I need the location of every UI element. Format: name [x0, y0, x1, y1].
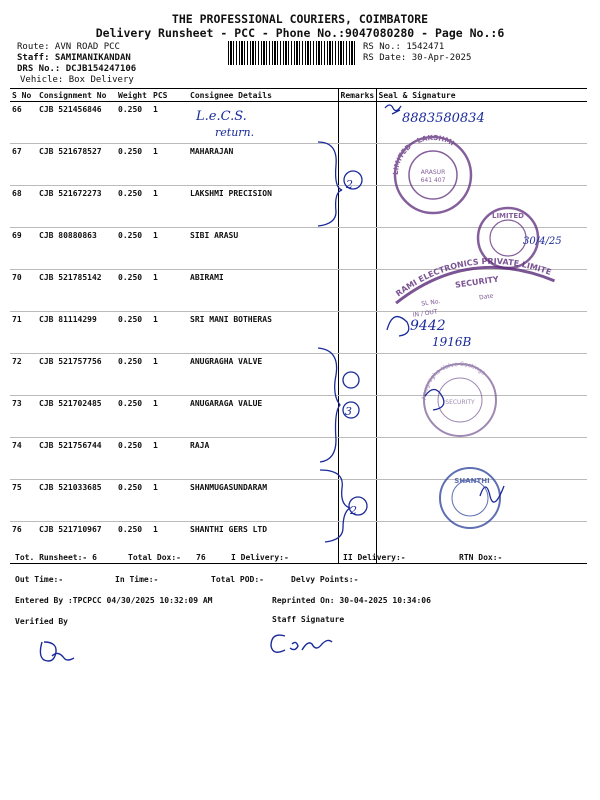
staff-info: Staff: SAMIMANIKANDAN — [17, 53, 131, 63]
sibi-stamp-text: LIMITED — [491, 212, 525, 220]
row-weight: 0.250 — [116, 480, 151, 522]
shanthi-stamp-text: SHANTHI — [454, 477, 490, 485]
row-consignee: MAHARAJAN — [188, 144, 338, 186]
row-sno: 67 — [10, 144, 37, 186]
vehicle-info: Vehicle: Box Delivery — [20, 75, 134, 85]
row-weight: 0.250 — [116, 396, 151, 438]
row-consignee: SHANMUGASUNDARAM — [188, 480, 338, 522]
handwritten-phone: 8883580834 — [402, 111, 485, 126]
handwritten-count-2: 3 — [345, 405, 352, 418]
rami-stamp-security: SECURITY — [454, 274, 500, 290]
handwritten-count-1: 2 — [346, 178, 353, 191]
row-weight: 0.250 — [116, 522, 151, 564]
anugragha-stamp-inner: SECURITY — [445, 399, 475, 406]
row-consignment-no: CJB 521756744 — [37, 438, 116, 480]
row-sno: 73 — [10, 396, 37, 438]
col-pcs: PCS — [151, 89, 188, 102]
row-weight: 0.250 — [116, 438, 151, 480]
row-pcs: 1 — [151, 480, 188, 522]
lakshmi-stamp — [392, 134, 471, 213]
handwritten-num-1: 9442 — [410, 318, 446, 334]
out-time: Out Time:- — [15, 575, 64, 584]
row-sno: 66 — [10, 102, 37, 144]
anugragha-stamp-arc: Anugragha Valve Castings — [420, 360, 487, 401]
col-remarks: Remarks — [338, 89, 376, 102]
row-pcs: 1 — [151, 102, 188, 144]
row-pcs: 1 — [151, 228, 188, 270]
handwritten-num-2: 1916B — [432, 335, 472, 349]
svg-text:Anugragha Valve Castings — [421, 361, 487, 400]
col-consignee: Consignee Details — [188, 89, 338, 102]
row-sno: 72 — [10, 354, 37, 396]
lakshmi-stamp-arc: LIMITED · LAKSHMI — [391, 133, 456, 176]
row-consignment-no: CJB 521785142 — [37, 270, 116, 312]
staff-signature-mark — [271, 635, 332, 652]
rs-number: RS No.: 1542471 — [363, 42, 445, 52]
rami-stamp-inout: IN / OUT — [412, 308, 439, 319]
row-consignee: ANUGARAGA VALUE — [188, 396, 338, 438]
col-sno: S No — [10, 89, 37, 102]
row-weight: 0.250 — [116, 270, 151, 312]
reprinted-on: Reprinted On: 30-04-2025 10:34:06 — [272, 596, 431, 605]
row-pcs: 1 — [151, 522, 188, 564]
row-consignee: ANUGRAGHA VALVE — [188, 354, 338, 396]
row-consignment-no: CJB 521757756 — [37, 354, 116, 396]
rami-stamp-arc: RAMI ELECTRONICS PRIVATE LIMITED — [394, 256, 553, 299]
tot-runsheet: Tot. Runsheet:- 6 — [15, 553, 97, 562]
total-pod: Total POD:- — [211, 575, 264, 584]
rtn-dox: RTN Dox:- — [459, 553, 503, 562]
row-weight: 0.250 — [116, 186, 151, 228]
rami-stamp-date: Date — [478, 292, 494, 302]
handwritten-return: return. — [215, 126, 255, 139]
staff-signature-label: Staff Signature — [272, 615, 345, 624]
row-consignee: LAKSHMI PRECISION — [188, 186, 338, 228]
row-sno: 68 — [10, 186, 37, 228]
row-weight: 0.250 — [116, 228, 151, 270]
row-consignment-no: CJB 521033685 — [37, 480, 116, 522]
row-pcs: 1 — [151, 312, 188, 354]
handwritten-count-3: 2 — [350, 504, 357, 517]
row-consignee: RAJA — [188, 438, 338, 480]
row-consignment-no: CJB 521672273 — [37, 186, 116, 228]
row-pcs: 1 — [151, 270, 188, 312]
row-consignment-no: CJB 521710967 — [37, 522, 116, 564]
row-pcs: 1 — [151, 186, 188, 228]
row-consignee: SRI MANI BOTHERAS — [188, 312, 338, 354]
row-sno: 69 — [10, 228, 37, 270]
anugragha-stamp — [421, 361, 496, 436]
row-consignee: SIBI ARASU — [188, 228, 338, 270]
row-sno: 74 — [10, 438, 37, 480]
delvy-points: Delvy Points:- — [291, 575, 359, 584]
drs-info: DRS No.: DCJB154247106 — [17, 64, 137, 74]
verified-signature — [40, 642, 74, 661]
runsheet-subtitle: Delivery Runsheet - PCC - Phone No.:9047080280 - Page No.:6 — [95, 26, 505, 40]
lakshmi-stamp-inner: ARASUR — [420, 169, 446, 176]
row-sno: 76 — [10, 522, 37, 564]
rami-stamp-slno: SL No. — [420, 297, 441, 308]
col-weight: Weight — [116, 89, 151, 102]
row-weight: 0.250 — [116, 354, 151, 396]
row-consignment-no: CJB 80880863 — [37, 228, 116, 270]
row-sno: 71 — [10, 312, 37, 354]
remarks-brackets — [318, 142, 367, 542]
in-time: In Time:- — [115, 575, 159, 584]
rami-stamp — [0, 0, 557, 376]
col-seal: Seal & Signature — [376, 89, 587, 102]
total-dox-value: 76 — [196, 553, 206, 562]
handwritten-date: 30/4/25 — [523, 236, 562, 247]
row-sno: 70 — [10, 270, 37, 312]
lakshmi-stamp-pin: 641 407 — [420, 177, 446, 184]
total-dox-label: Total Dox:- — [128, 553, 181, 562]
row-weight: 0.250 — [116, 144, 151, 186]
row-consignment-no: CJB 81114299 — [37, 312, 116, 354]
col-consignment: Consignment No — [37, 89, 116, 102]
row-pcs: 1 — [151, 438, 188, 480]
verified-by: Verified By — [15, 617, 68, 626]
rs-date: RS Date: 30-Apr-2025 — [363, 53, 472, 63]
row-pcs: 1 — [151, 354, 188, 396]
row-weight: 0.250 — [116, 312, 151, 354]
row-weight: 0.250 — [116, 102, 151, 144]
ii-delivery: II Delivery:- — [343, 553, 406, 562]
page-title: THE PROFESSIONAL COURIERS, COIMBATORE — [171, 12, 429, 26]
handwritten-lecs: L.e.C.S. — [196, 109, 247, 124]
row-consignment-no: CJB 521702485 — [37, 396, 116, 438]
row-consignment-no: CJB 521678527 — [37, 144, 116, 186]
route-info: Route: AVN ROAD PCC — [17, 42, 120, 52]
row-sno: 75 — [10, 480, 37, 522]
seal-signatures — [385, 105, 504, 502]
row-pcs: 1 — [151, 396, 188, 438]
row-consignment-no: CJB 521456846 — [37, 102, 116, 144]
row-pcs: 1 — [151, 144, 188, 186]
i-delivery: I Delivery:- — [231, 553, 289, 562]
entered-by: Entered By :TPCPCC 04/30/2025 10:32:09 AM — [15, 596, 213, 605]
row-consignee: SHANTHI GERS LTD — [188, 522, 338, 564]
row-consignee: ABIRAMI — [188, 270, 338, 312]
